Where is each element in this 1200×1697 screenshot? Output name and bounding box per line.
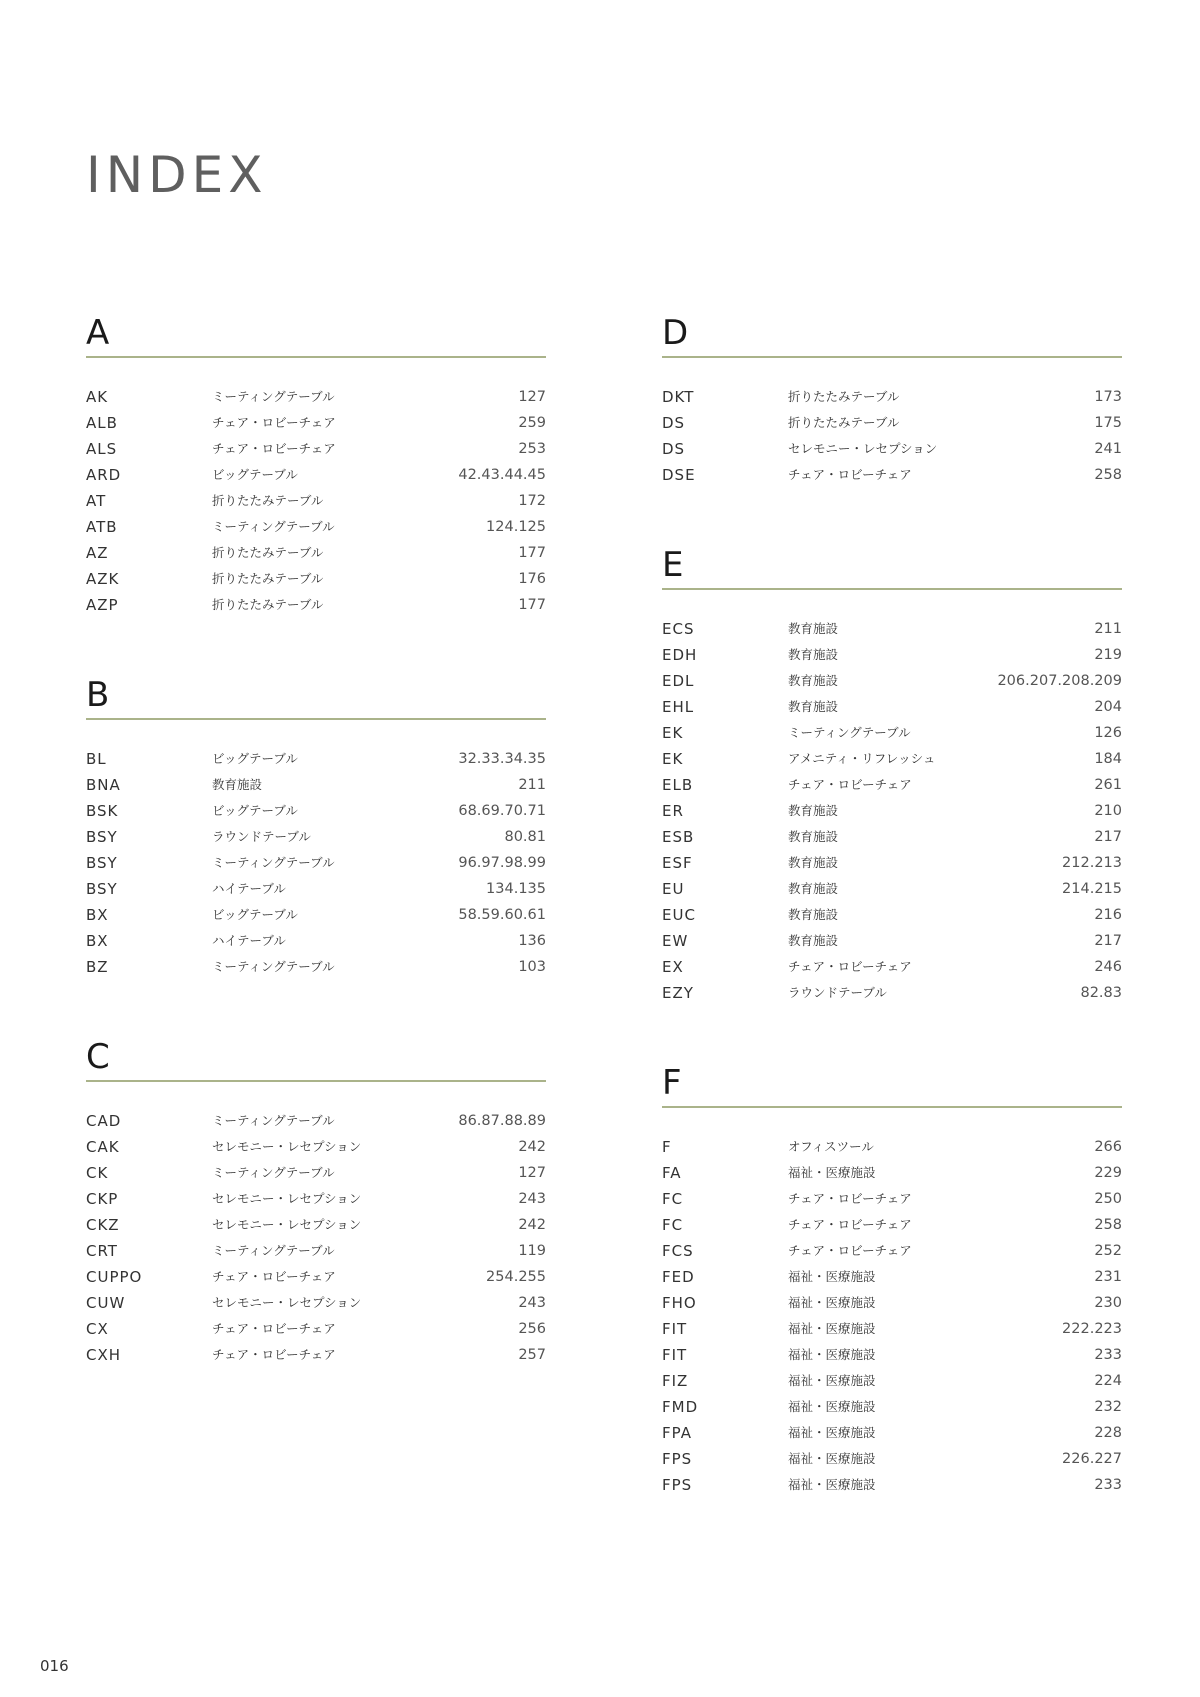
entry-code: BSY xyxy=(86,880,118,898)
entry-category: ビッグテーブル xyxy=(212,467,298,482)
entry-pages: 136 xyxy=(518,933,546,949)
section-letter: A xyxy=(86,312,546,358)
index-column-right xyxy=(662,312,1122,1498)
index-entry-row xyxy=(662,1134,1122,1160)
entry-pages: 243 xyxy=(518,1191,546,1207)
entry-code: ECS xyxy=(662,620,695,638)
entry-category: 教育施設 xyxy=(212,777,263,792)
entry-code: EUC xyxy=(662,906,696,924)
index-entry-row xyxy=(662,1238,1122,1264)
entry-pages: 80.81 xyxy=(504,829,546,845)
entry-code: ALS xyxy=(86,440,118,458)
entry-category: ビッグテーブル xyxy=(212,907,298,922)
entry-list xyxy=(86,1108,546,1368)
index-entry-row xyxy=(86,514,546,540)
entry-code: EW xyxy=(662,932,689,950)
entry-pages: 177 xyxy=(518,597,546,613)
entry-code: CAD xyxy=(86,1112,122,1130)
entry-code: EK xyxy=(662,724,684,742)
entry-pages: 253 xyxy=(518,441,546,457)
entry-code: ARD xyxy=(86,466,122,484)
entry-pages: 103 xyxy=(518,959,546,975)
index-entry-row xyxy=(86,798,546,824)
entry-category: 教育施設 xyxy=(788,907,839,922)
entry-pages: 206.207.208.209 xyxy=(997,673,1122,689)
entry-list xyxy=(86,746,546,980)
entry-list xyxy=(662,616,1122,1006)
index-entry-row xyxy=(86,1108,546,1134)
entry-code: AZ xyxy=(86,544,109,562)
entry-category: チェア・ロビーチェア xyxy=(788,777,912,792)
entry-pages: 177 xyxy=(518,545,546,561)
entry-code: F xyxy=(662,1138,672,1156)
entry-code: FPS xyxy=(662,1450,693,1468)
entry-category: 福祉・医療施設 xyxy=(788,1425,876,1440)
entry-category: オフィスツール xyxy=(788,1139,874,1154)
index-entry-row xyxy=(86,488,546,514)
index-section-a xyxy=(86,312,546,618)
entry-list xyxy=(86,384,546,618)
entry-category: チェア・ロビーチェア xyxy=(788,467,912,482)
entry-category: ラウンドテーブル xyxy=(788,985,887,1000)
entry-code: BSK xyxy=(86,802,119,820)
entry-category: ミーティングテーブル xyxy=(212,389,335,404)
entry-pages: 231 xyxy=(1094,1269,1122,1285)
page-title: INDEX xyxy=(86,146,268,204)
entry-code: CUW xyxy=(86,1294,126,1312)
entry-pages: 127 xyxy=(518,1165,546,1181)
entry-category: チェア・ロビーチェア xyxy=(788,1191,912,1206)
entry-code: FC xyxy=(662,1216,684,1234)
entry-code: ALB xyxy=(86,414,118,432)
entry-pages: 258 xyxy=(1094,1217,1122,1233)
entry-code: EHL xyxy=(662,698,695,716)
entry-code: DSE xyxy=(662,466,696,484)
index-entry-row xyxy=(662,436,1122,462)
entry-pages: 124.125 xyxy=(486,519,546,535)
entry-category: 教育施設 xyxy=(788,699,839,714)
entry-code: CUPPO xyxy=(86,1268,143,1286)
entry-pages: 258 xyxy=(1094,467,1122,483)
index-entry-row xyxy=(662,980,1122,1006)
entry-code: FMD xyxy=(662,1398,699,1416)
entry-pages: 204 xyxy=(1094,699,1122,715)
index-entry-row xyxy=(662,876,1122,902)
entry-category: 福祉・医療施設 xyxy=(788,1477,876,1492)
index-entry-row xyxy=(86,824,546,850)
entry-category: 折りたたみテーブル xyxy=(788,415,900,430)
index-entry-row xyxy=(86,954,546,980)
entry-category: チェア・ロビーチェア xyxy=(212,415,336,430)
entry-pages: 96.97.98.99 xyxy=(458,855,546,871)
entry-pages: 219 xyxy=(1094,647,1122,663)
entry-code: BSY xyxy=(86,828,118,846)
entry-list xyxy=(662,384,1122,488)
index-entry-row xyxy=(86,1186,546,1212)
index-entry-row xyxy=(662,642,1122,668)
entry-pages: 82.83 xyxy=(1080,985,1122,1001)
entry-pages: 58.59.60.61 xyxy=(458,907,546,923)
entry-pages: 32.33.34.35 xyxy=(458,751,546,767)
index-entry-row xyxy=(662,462,1122,488)
entry-pages: 214.215 xyxy=(1062,881,1122,897)
entry-category: 福祉・医療施設 xyxy=(788,1295,876,1310)
entry-code: BL xyxy=(86,750,107,768)
entry-category: 折りたたみテーブル xyxy=(212,597,324,612)
entry-code: ELB xyxy=(662,776,694,794)
entry-code: EDL xyxy=(662,672,695,690)
index-entry-row xyxy=(662,1212,1122,1238)
index-entry-row xyxy=(662,1290,1122,1316)
entry-pages: 233 xyxy=(1094,1477,1122,1493)
entry-code: CRT xyxy=(86,1242,118,1260)
entry-category: セレモニー・レセプション xyxy=(212,1295,362,1310)
entry-pages: 226.227 xyxy=(1062,1451,1122,1467)
index-column-left xyxy=(86,312,546,1368)
entry-category: チェア・ロビーチェア xyxy=(212,1347,336,1362)
entry-category: ハイテーブル xyxy=(212,881,286,896)
entry-code: CAK xyxy=(86,1138,120,1156)
entry-code: BX xyxy=(86,906,109,924)
index-entry-row xyxy=(662,798,1122,824)
entry-code: ESF xyxy=(662,854,693,872)
entry-pages: 212.213 xyxy=(1062,855,1122,871)
index-section-e xyxy=(662,544,1122,1006)
entry-category: チェア・ロビーチェア xyxy=(788,1217,912,1232)
entry-category: セレモニー・レセプション xyxy=(212,1139,362,1154)
entry-category: セレモニー・レセプション xyxy=(212,1191,362,1206)
entry-code: EK xyxy=(662,750,684,768)
entry-list xyxy=(662,1134,1122,1498)
index-entry-row xyxy=(86,1160,546,1186)
entry-pages: 216 xyxy=(1094,907,1122,923)
entry-code: CK xyxy=(86,1164,109,1182)
entry-pages: 254.255 xyxy=(486,1269,546,1285)
section-letter: C xyxy=(86,1036,546,1082)
index-entry-row xyxy=(86,436,546,462)
index-entry-row xyxy=(662,720,1122,746)
index-entry-row xyxy=(662,1316,1122,1342)
index-entry-row xyxy=(86,876,546,902)
entry-category: ミーティングテーブル xyxy=(212,855,335,870)
entry-category: 折りたたみテーブル xyxy=(212,571,324,586)
section-letter: E xyxy=(662,544,1122,590)
entry-code: AZP xyxy=(86,596,119,614)
entry-code: DKT xyxy=(662,388,695,406)
index-entry-row xyxy=(86,410,546,436)
entry-category: 教育施設 xyxy=(788,621,839,636)
section-letter: B xyxy=(86,674,546,720)
index-entry-row xyxy=(86,772,546,798)
entry-pages: 252 xyxy=(1094,1243,1122,1259)
entry-code: FA xyxy=(662,1164,682,1182)
entry-code: ATB xyxy=(86,518,118,536)
entry-pages: 176 xyxy=(518,571,546,587)
entry-category: チェア・ロビーチェア xyxy=(788,1243,912,1258)
entry-pages: 229 xyxy=(1094,1165,1122,1181)
entry-pages: 175 xyxy=(1094,415,1122,431)
entry-pages: 243 xyxy=(518,1295,546,1311)
entry-code: FPS xyxy=(662,1476,693,1494)
index-entry-row xyxy=(662,616,1122,642)
index-entry-row xyxy=(86,1342,546,1368)
entry-code: BSY xyxy=(86,854,118,872)
index-entry-row xyxy=(86,1316,546,1342)
entry-category: セレモニー・レセプション xyxy=(788,441,938,456)
entry-category: チェア・ロビーチェア xyxy=(788,959,912,974)
index-entry-row xyxy=(662,1186,1122,1212)
entry-code: CXH xyxy=(86,1346,122,1364)
index-section-f xyxy=(662,1062,1122,1498)
entry-code: ER xyxy=(662,802,684,820)
index-entry-row xyxy=(86,566,546,592)
entry-code: DS xyxy=(662,414,686,432)
page-number: 016 xyxy=(40,1657,69,1675)
index-entry-row xyxy=(86,1264,546,1290)
entry-pages: 222.223 xyxy=(1062,1321,1122,1337)
entry-code: EU xyxy=(662,880,685,898)
entry-category: セレモニー・レセプション xyxy=(212,1217,362,1232)
entry-category: チェア・ロビーチェア xyxy=(212,1269,336,1284)
index-entry-row xyxy=(662,1264,1122,1290)
entry-code: FIT xyxy=(662,1320,688,1338)
index-entry-row xyxy=(86,850,546,876)
entry-pages: 250 xyxy=(1094,1191,1122,1207)
entry-pages: 232 xyxy=(1094,1399,1122,1415)
entry-pages: 86.87.88.89 xyxy=(458,1113,546,1129)
entry-pages: 173 xyxy=(1094,389,1122,405)
entry-code: CKZ xyxy=(86,1216,120,1234)
entry-category: ミーティングテーブル xyxy=(212,959,335,974)
entry-category: ミーティングテーブル xyxy=(212,1165,335,1180)
entry-pages: 119 xyxy=(518,1243,546,1259)
entry-category: 福祉・医療施設 xyxy=(788,1165,876,1180)
index-entry-row xyxy=(662,954,1122,980)
entry-code: EX xyxy=(662,958,684,976)
entry-code: AT xyxy=(86,492,107,510)
entry-category: ミーティングテーブル xyxy=(212,1113,335,1128)
entry-pages: 184 xyxy=(1094,751,1122,767)
index-entry-row xyxy=(86,1238,546,1264)
entry-category: 教育施設 xyxy=(788,881,839,896)
entry-code: FC xyxy=(662,1190,684,1208)
index-entry-row xyxy=(86,928,546,954)
index-entry-row xyxy=(662,668,1122,694)
index-entry-row xyxy=(86,462,546,488)
index-entry-row xyxy=(662,1472,1122,1498)
entry-pages: 68.69.70.71 xyxy=(458,803,546,819)
index-entry-row xyxy=(662,1420,1122,1446)
index-entry-row xyxy=(662,694,1122,720)
entry-category: 折りたたみテーブル xyxy=(212,493,324,508)
entry-category: 教育施設 xyxy=(788,933,839,948)
entry-category: 福祉・医療施設 xyxy=(788,1373,876,1388)
entry-pages: 211 xyxy=(1094,621,1122,637)
entry-category: 折りたたみテーブル xyxy=(212,545,324,560)
index-entry-row xyxy=(86,902,546,928)
entry-category: チェア・ロビーチェア xyxy=(212,1321,336,1336)
entry-code: BZ xyxy=(86,958,109,976)
index-entry-row xyxy=(86,1134,546,1160)
entry-pages: 257 xyxy=(518,1347,546,1363)
entry-category: ミーティングテーブル xyxy=(212,519,335,534)
entry-pages: 211 xyxy=(518,777,546,793)
entry-pages: 256 xyxy=(518,1321,546,1337)
entry-code: CKP xyxy=(86,1190,119,1208)
entry-category: 教育施設 xyxy=(788,829,839,844)
index-entry-row xyxy=(662,902,1122,928)
entry-category: ビッグテーブル xyxy=(212,751,298,766)
entry-category: 福祉・医療施設 xyxy=(788,1451,876,1466)
index-entry-row xyxy=(86,1212,546,1238)
index-entry-row xyxy=(662,384,1122,410)
index-entry-row xyxy=(662,1368,1122,1394)
entry-category: 福祉・医療施設 xyxy=(788,1321,876,1336)
entry-pages: 246 xyxy=(1094,959,1122,975)
entry-code: EDH xyxy=(662,646,698,664)
entry-category: 教育施設 xyxy=(788,673,839,688)
entry-category: 教育施設 xyxy=(788,647,839,662)
entry-category: ハイテーブル xyxy=(212,933,286,948)
index-entry-row xyxy=(662,1160,1122,1186)
entry-pages: 230 xyxy=(1094,1295,1122,1311)
entry-category: 福祉・医療施設 xyxy=(788,1269,876,1284)
index-entry-row xyxy=(86,540,546,566)
index-entry-row xyxy=(662,772,1122,798)
index-entry-row xyxy=(86,1290,546,1316)
entry-pages: 127 xyxy=(518,389,546,405)
entry-code: DS xyxy=(662,440,686,458)
index-entry-row xyxy=(662,1394,1122,1420)
entry-pages: 233 xyxy=(1094,1347,1122,1363)
entry-code: BNA xyxy=(86,776,121,794)
index-entry-row xyxy=(662,746,1122,772)
entry-code: EZY xyxy=(662,984,694,1002)
entry-category: ミーティングテーブル xyxy=(212,1243,335,1258)
entry-category: チェア・ロビーチェア xyxy=(212,441,336,456)
entry-code: FHO xyxy=(662,1294,697,1312)
index-entry-row xyxy=(86,592,546,618)
index-entry-row xyxy=(662,1446,1122,1472)
entry-pages: 259 xyxy=(518,415,546,431)
index-section-b xyxy=(86,674,546,980)
entry-code: FCS xyxy=(662,1242,694,1260)
index-entry-row xyxy=(662,410,1122,436)
index-entry-row xyxy=(86,746,546,772)
entry-pages: 210 xyxy=(1094,803,1122,819)
entry-code: FIZ xyxy=(662,1372,689,1390)
index-entry-row xyxy=(662,850,1122,876)
entry-category: ラウンドテーブル xyxy=(212,829,311,844)
entry-code: BX xyxy=(86,932,109,950)
entry-category: 福祉・医療施設 xyxy=(788,1399,876,1414)
entry-code: CX xyxy=(86,1320,109,1338)
entry-pages: 217 xyxy=(1094,933,1122,949)
entry-pages: 261 xyxy=(1094,777,1122,793)
entry-pages: 266 xyxy=(1094,1139,1122,1155)
entry-pages: 134.135 xyxy=(486,881,546,897)
entry-code: FPA xyxy=(662,1424,692,1442)
index-entry-row xyxy=(86,384,546,410)
entry-pages: 228 xyxy=(1094,1425,1122,1441)
entry-category: ビッグテーブル xyxy=(212,803,298,818)
entry-pages: 217 xyxy=(1094,829,1122,845)
index-entry-row xyxy=(662,824,1122,850)
entry-category: 教育施設 xyxy=(788,803,839,818)
entry-pages: 42.43.44.45 xyxy=(458,467,546,483)
entry-category: ミーティングテーブル xyxy=(788,725,911,740)
index-section-c xyxy=(86,1036,546,1368)
index-section-d xyxy=(662,312,1122,488)
entry-category: アメニティ・リフレッシュ xyxy=(788,751,936,766)
entry-code: AK xyxy=(86,388,109,406)
entry-pages: 172 xyxy=(518,493,546,509)
entry-pages: 224 xyxy=(1094,1373,1122,1389)
index-entry-row xyxy=(662,1342,1122,1368)
entry-pages: 241 xyxy=(1094,441,1122,457)
entry-pages: 242 xyxy=(518,1139,546,1155)
entry-code: AZK xyxy=(86,570,120,588)
entry-category: 教育施設 xyxy=(788,855,839,870)
entry-code: FED xyxy=(662,1268,695,1286)
index-entry-row xyxy=(662,928,1122,954)
entry-pages: 242 xyxy=(518,1217,546,1233)
section-letter: D xyxy=(662,312,1122,358)
entry-category: 福祉・医療施設 xyxy=(788,1347,876,1362)
entry-category: 折りたたみテーブル xyxy=(788,389,900,404)
section-letter: F xyxy=(662,1062,1122,1108)
entry-code: ESB xyxy=(662,828,695,846)
entry-code: FIT xyxy=(662,1346,688,1364)
entry-pages: 126 xyxy=(1094,725,1122,741)
